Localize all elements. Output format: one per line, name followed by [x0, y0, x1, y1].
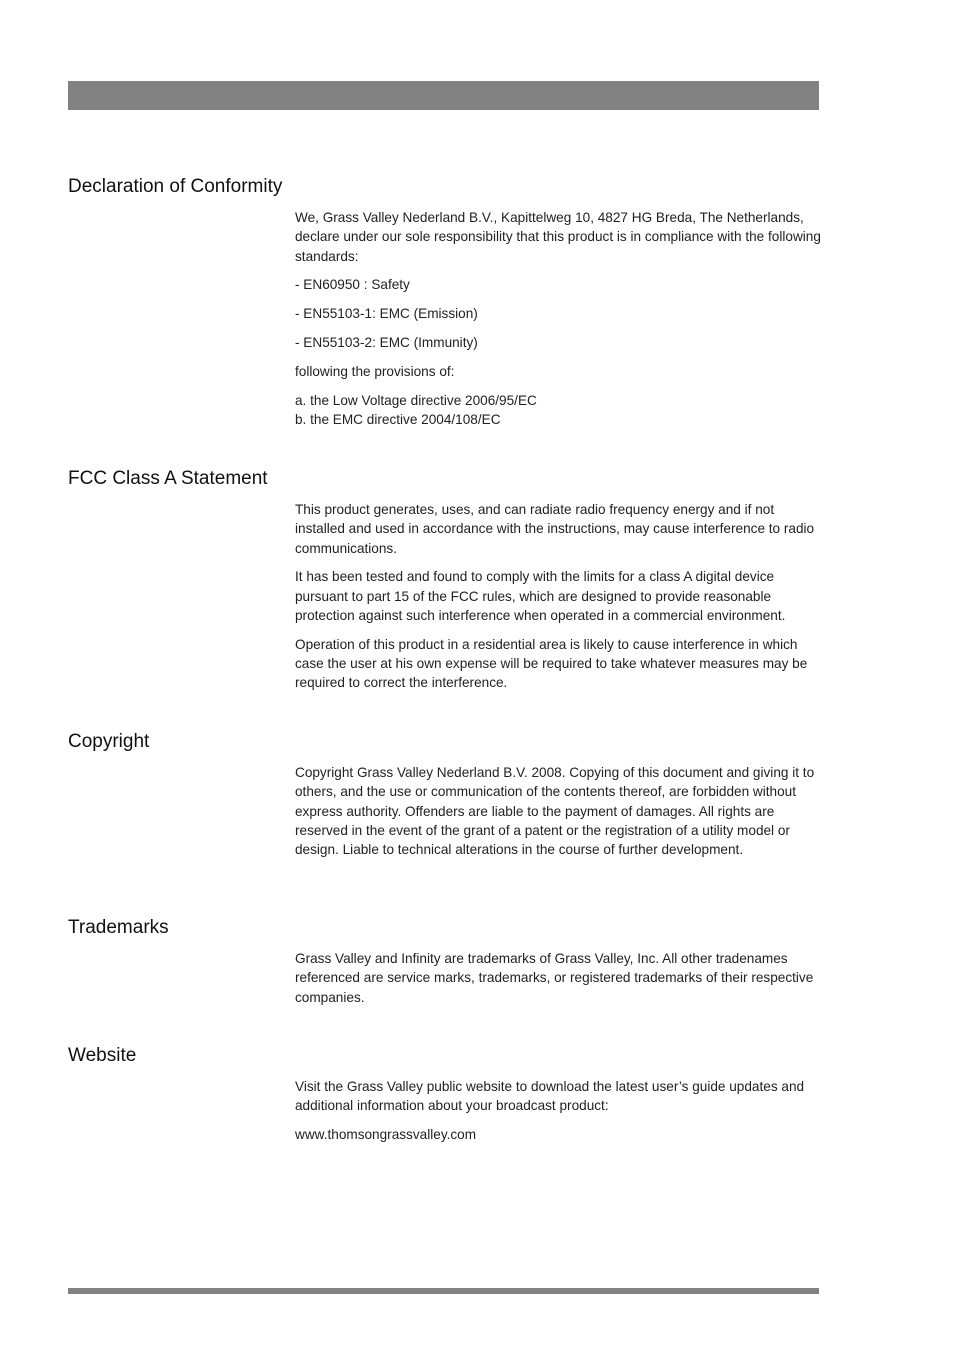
website-body	[295, 1077, 823, 1154]
conformity-provisions-intro: following the provisions of:	[295, 363, 455, 379]
fcc-body	[295, 500, 823, 702]
fcc-title: FCC Class A Statement	[68, 468, 268, 489]
conformity-standard-safety: - EN60950 : Safety	[295, 277, 410, 293]
copyright-title: Copyright	[68, 731, 150, 752]
fcc-paragraph: Operation of this product in a residential area is likely to cause interference in which case the user at his own expense will be required to take whatever measures may be required to correct the interference.	[295, 636, 808, 691]
copyright-body	[295, 763, 823, 869]
conformity-directive-low-voltage: a. the Low Voltage directive 2006/95/EC	[295, 392, 537, 408]
trademarks-title: Trademarks	[68, 917, 169, 938]
conformity-standard-immunity: - EN55103-2: EMC (Immunity)	[295, 334, 478, 350]
conformity-directive-emc: b. the EMC directive 2004/108/EC	[295, 411, 501, 427]
trademarks-body	[295, 949, 823, 1016]
website-title: Website	[68, 1045, 137, 1066]
conformity-title: Declaration of Conformity	[68, 176, 283, 197]
conformity-body	[295, 208, 823, 429]
conformity-intro: We, Grass Valley Nederland B.V., Kapittelweg 10, 4827 HG Breda, The Netherlands, declare under our sole responsibility that this product is in compliance with the following standards:	[295, 210, 821, 264]
copyright-paragraph: Copyright Grass Valley Nederland B.V. 2008. Copying of this document and giving it to others, and the use or communication of the contents thereof, are forbidden without express authority. Offenders are liable to the payment of damages. All rights are reserved in the event of the grant of a patent or the registration of a utility model or design. Liable to technical alterations in the course of further development.	[295, 765, 815, 858]
fcc-paragraph: It has been tested and found to comply with the limits for a class A digital device pursuant to part 15 of the FCC rules, which are designed to provide reasonable protection against such interference when operated in a commercial environment.	[295, 569, 786, 623]
website-url: www.thomsongrassvalley.com	[295, 1127, 477, 1143]
conformity-standard-emission: - EN55103-1: EMC (Emission)	[295, 306, 478, 322]
header-bar	[68, 81, 819, 110]
fcc-paragraph: This product generates, uses, and can radiate radio frequency energy and if not installed and used in accordance with the instructions, may cause interference to radio communications.	[295, 502, 815, 556]
website-paragraph: Visit the Grass Valley public website to download the latest user’s guide updates and additional information about your broadcast product:	[295, 1079, 805, 1114]
footer-bar	[68, 1288, 819, 1294]
trademarks-paragraph: Grass Valley and Infinity are trademarks of Grass Valley, Inc. All other tradenames referenced are service marks, trademarks, or registered trademarks of their respective companies.	[295, 951, 814, 1005]
